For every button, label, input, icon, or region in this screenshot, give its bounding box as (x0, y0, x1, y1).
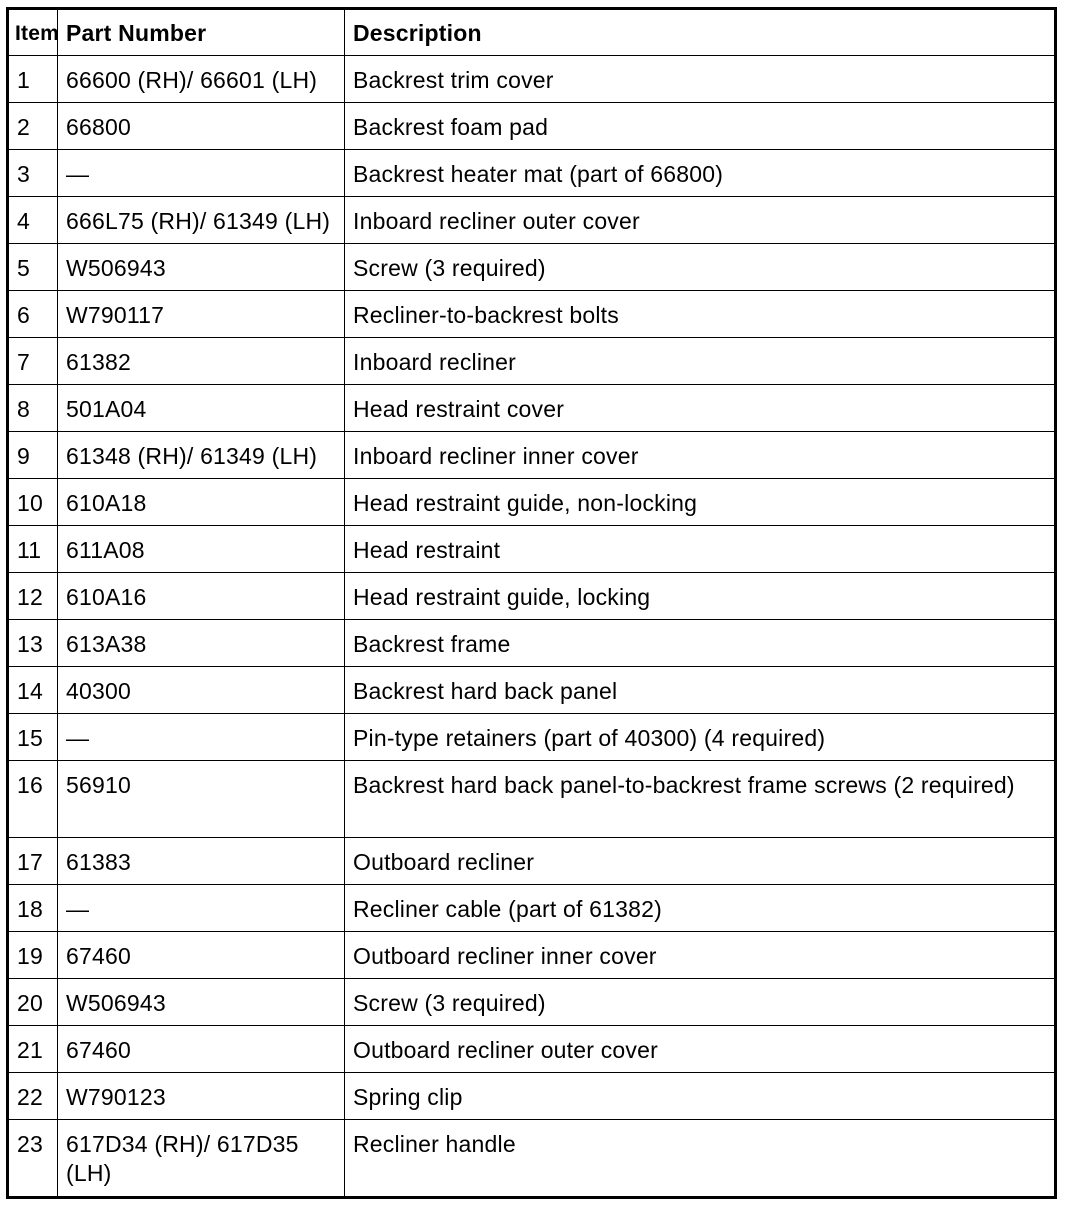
cell-description: Outboard recliner outer cover (345, 1026, 1056, 1073)
cell-part-number: — (58, 885, 345, 932)
cell-item: 22 (8, 1073, 58, 1120)
cell-description: Head restraint guide, non-locking (345, 479, 1056, 526)
cell-description: Backrest hard back panel-to-backrest frame screws (2 required) (345, 761, 1056, 838)
cell-item: 19 (8, 932, 58, 979)
cell-description: Pin-type retainers (part of 40300) (4 required) (345, 714, 1056, 761)
cell-part-number: 610A18 (58, 479, 345, 526)
cell-part-number: 501A04 (58, 385, 345, 432)
cell-description: Outboard recliner inner cover (345, 932, 1056, 979)
table-row (8, 838, 1056, 885)
cell-description: Head restraint (345, 526, 1056, 573)
cell-description: Inboard recliner (345, 338, 1056, 385)
table-row (8, 56, 1056, 103)
cell-item: 9 (8, 432, 58, 479)
cell-item: 12 (8, 573, 58, 620)
cell-part-number: 67460 (58, 932, 345, 979)
table-row (8, 526, 1056, 573)
parts-table (6, 7, 1057, 1199)
cell-description: Backrest hard back panel (345, 667, 1056, 714)
table-row (8, 761, 1056, 838)
table-row (8, 667, 1056, 714)
cell-item: 5 (8, 244, 58, 291)
cell-item: 7 (8, 338, 58, 385)
cell-description: Backrest trim cover (345, 56, 1056, 103)
cell-part-number: 66800 (58, 103, 345, 150)
cell-item: 11 (8, 526, 58, 573)
cell-item: 1 (8, 56, 58, 103)
cell-part-number: 66600 (RH)/ 66601 (LH) (58, 56, 345, 103)
table-row (8, 932, 1056, 979)
table-row (8, 885, 1056, 932)
cell-description: Head restraint cover (345, 385, 1056, 432)
header-description: Description (345, 9, 1056, 56)
table-row (8, 291, 1056, 338)
header-item: Item (8, 9, 58, 56)
cell-item: 8 (8, 385, 58, 432)
cell-part-number: 67460 (58, 1026, 345, 1073)
cell-description: Inboard recliner outer cover (345, 197, 1056, 244)
cell-part-number: 61383 (58, 838, 345, 885)
table-row (8, 979, 1056, 1026)
table-row (8, 1073, 1056, 1120)
cell-part-number: 613A38 (58, 620, 345, 667)
table-body (8, 56, 1056, 1198)
table-row (8, 103, 1056, 150)
table-row (8, 479, 1056, 526)
cell-part-number: 611A08 (58, 526, 345, 573)
cell-part-number: — (58, 714, 345, 761)
cell-part-number: 40300 (58, 667, 345, 714)
table-row (8, 150, 1056, 197)
cell-item: 6 (8, 291, 58, 338)
table-row (8, 1120, 1056, 1198)
cell-description: Head restraint guide, locking (345, 573, 1056, 620)
table-row (8, 244, 1056, 291)
cell-item: 2 (8, 103, 58, 150)
cell-description: Recliner handle (345, 1120, 1056, 1198)
table-row (8, 197, 1056, 244)
cell-part-number: W506943 (58, 979, 345, 1026)
cell-part-number: W790117 (58, 291, 345, 338)
cell-description: Recliner-to-backrest bolts (345, 291, 1056, 338)
table-row (8, 385, 1056, 432)
cell-part-number: 666L75 (RH)/ 61349 (LH) (58, 197, 345, 244)
cell-item: 4 (8, 197, 58, 244)
cell-description: Screw (3 required) (345, 244, 1056, 291)
cell-item: 16 (8, 761, 58, 838)
cell-description: Recliner cable (part of 61382) (345, 885, 1056, 932)
table-row (8, 573, 1056, 620)
cell-part-number: — (58, 150, 345, 197)
cell-description: Spring clip (345, 1073, 1056, 1120)
cell-item: 3 (8, 150, 58, 197)
cell-item: 14 (8, 667, 58, 714)
table-row (8, 620, 1056, 667)
header-part-number: Part Number (58, 9, 345, 56)
cell-item: 20 (8, 979, 58, 1026)
cell-part-number: 61348 (RH)/ 61349 (LH) (58, 432, 345, 479)
cell-description: Backrest heater mat (part of 66800) (345, 150, 1056, 197)
cell-item: 17 (8, 838, 58, 885)
cell-item: 18 (8, 885, 58, 932)
cell-item: 21 (8, 1026, 58, 1073)
cell-part-number: 61382 (58, 338, 345, 385)
cell-description: Inboard recliner inner cover (345, 432, 1056, 479)
table-row (8, 338, 1056, 385)
cell-item: 15 (8, 714, 58, 761)
table-row (8, 432, 1056, 479)
cell-part-number: W506943 (58, 244, 345, 291)
cell-part-number: 56910 (58, 761, 345, 838)
cell-part-number: 610A16 (58, 573, 345, 620)
cell-item: 13 (8, 620, 58, 667)
cell-part-number: 617D34 (RH)/ 617D35 (LH) (58, 1120, 345, 1198)
cell-description: Backrest frame (345, 620, 1056, 667)
cell-item: 10 (8, 479, 58, 526)
cell-item: 23 (8, 1120, 58, 1198)
cell-part-number: W790123 (58, 1073, 345, 1120)
cell-description: Screw (3 required) (345, 979, 1056, 1026)
cell-description: Backrest foam pad (345, 103, 1056, 150)
cell-description: Outboard recliner (345, 838, 1056, 885)
table-row (8, 714, 1056, 761)
table-row (8, 1026, 1056, 1073)
table-header-row (8, 9, 1056, 56)
